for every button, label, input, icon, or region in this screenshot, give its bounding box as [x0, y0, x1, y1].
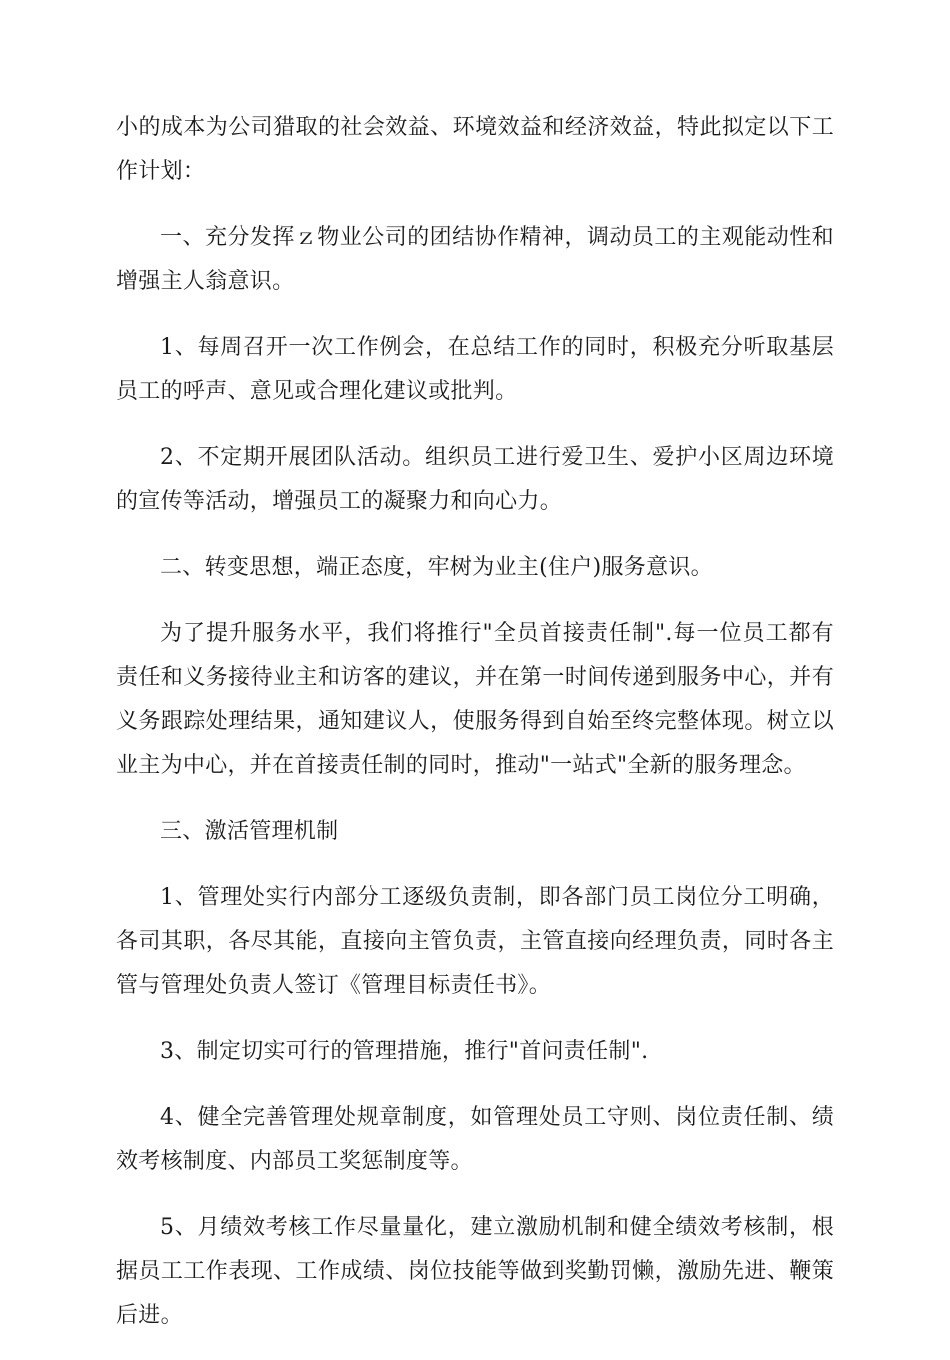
section-heading-management-mechanism: 三、激活管理机制 [160, 819, 339, 844]
list-item-weekly-meeting: 1、每周召开一次工作例会，在总结工作的同时，积极充分听取基层员工的呼声、意见或合理化建议或批判。 [116, 335, 834, 404]
list-item-team-activities: 2、不定期开展团队活动。组织员工进行爱卫生、爱护小区周边环境的宣传等活动，增强员工的凝聚力和向心力。 [116, 445, 834, 514]
list-item-rules-and-regulations: 4、健全完善管理处规章制度，如管理处员工守则、岗位责任制、绩效考核制度、内部员工奖惩制度等。 [116, 1105, 834, 1174]
section-heading-service-awareness: 二、转变思想，端正态度，牢树为业主(住户)服务意识。 [160, 555, 713, 580]
list-item-performance-evaluation: 5、月绩效考核工作尽量量化，建立激励机制和健全绩效考核制，根据员工工作表现、工作成绩、岗位技能等做到奖勤罚懒，激励先进、鞭策后进。 [116, 1215, 834, 1328]
list-item-division-of-labor: 1、管理处实行内部分工逐级负责制，即各部门员工岗位分工明确，各司其职，各尽其能，直接向主管负责，主管直接向经理负责，同时各主管与管理处负责人签订《管理目标责任书》。 [116, 885, 834, 998]
list-item-management-measures: 3、制定切实可行的管理措施，推行"首问责任制". [160, 1039, 649, 1064]
paragraph-intro-continuation: 小的成本为公司猎取的社会效益、环境效益和经济效益，特此拟定以下工作计划： [116, 115, 834, 184]
document-body [116, 106, 834, 1360]
section-heading-teamwork: 一、充分发挥ｚ物业公司的团结协作精神，调动员工的主观能动性和增强主人翁意识。 [116, 225, 834, 294]
paragraph-first-contact-responsibility: 为了提升服务水平，我们将推行"全员首接责任制".每一位员工都有责任和义务接待业主和访客的建议，并在第一时间传递到服务中心，并有义务跟踪处理结果，通知建议人，使服务得到自始至终完整体现。树立以业主为中心，并在首接责任制的同时，推动"一站式"全新的服务理念。 [116, 621, 834, 778]
